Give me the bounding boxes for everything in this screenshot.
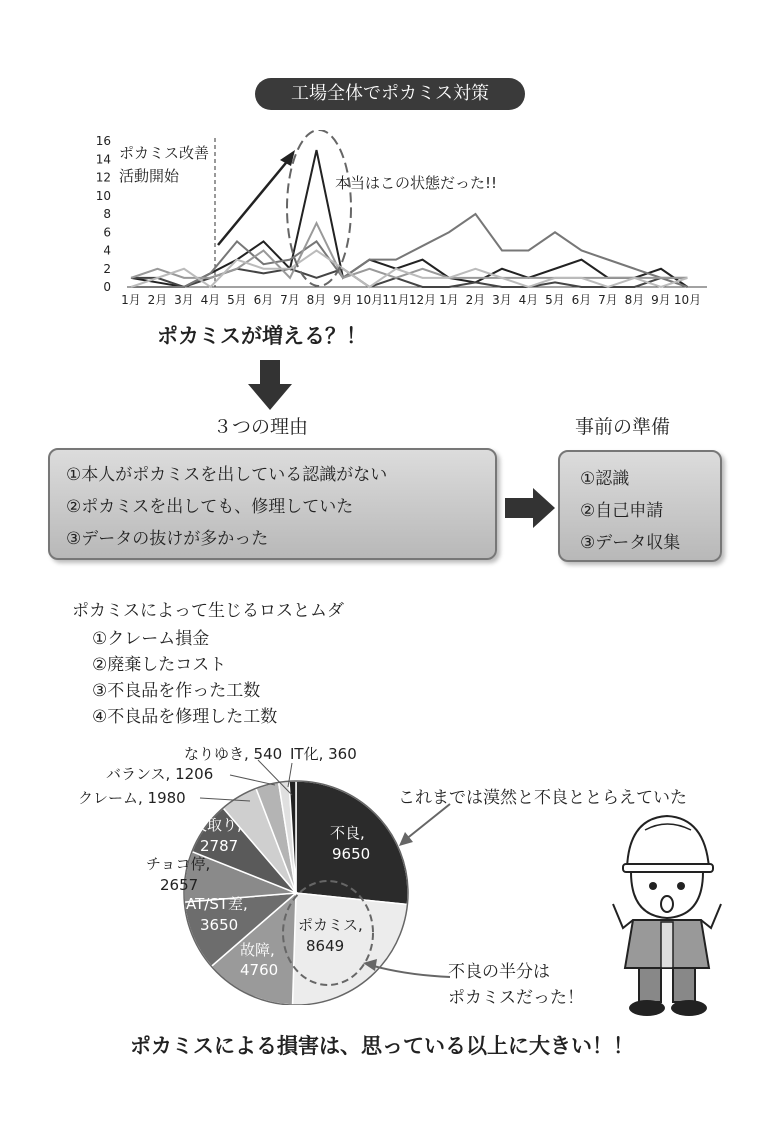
reason-item: ③データの抜けが多かった: [66, 529, 269, 549]
start-label-line2: 活動開始: [119, 167, 180, 185]
callout-arrow-icon: [345, 955, 455, 995]
label-itka: IT化, 360: [290, 745, 357, 763]
reason-item: ①本人がポカミスを出している認識がない: [66, 465, 388, 485]
pie-slice: [296, 781, 408, 904]
callout-vague: これまでは漠然と不良ととらえていた: [398, 788, 687, 808]
question-text: ポカミスが増える？！: [157, 324, 367, 348]
y-tick-label: 12: [95, 170, 111, 185]
x-tick-label: 5月: [227, 293, 247, 307]
x-tick-label: 9月: [333, 293, 353, 307]
x-tick-label: 3月: [174, 293, 194, 307]
label-claim: クレーム, 1980: [78, 789, 186, 807]
y-axis-ticks: [96, 134, 111, 294]
start-label-line1: ポカミス改善: [119, 144, 210, 162]
label-kosho: 故障,: [240, 941, 275, 959]
loss-item: ④不良品を修理した工数: [92, 707, 278, 727]
label-choko: チョコ停,: [146, 855, 211, 873]
prep-item: ②自己申請: [580, 501, 664, 521]
y-tick-label: 4: [103, 243, 111, 258]
loss-item: ③不良品を作った工数: [92, 681, 261, 701]
x-tick-label: 4月: [200, 293, 221, 307]
loss-title: ポカミスによって生じるロスとムダ: [72, 601, 344, 621]
reasons-heading: ３つの理由: [213, 416, 309, 438]
line-series-group: [131, 150, 688, 287]
label-nariyuki: なりゆき, 540: [184, 745, 283, 763]
x-tick-label: 1月: [121, 293, 141, 307]
reason-item: ②ポカミスを出しても、修理していた: [66, 497, 354, 517]
leader-line-balance: [230, 775, 275, 785]
value-furyo: 9650: [332, 845, 371, 863]
prep-item: ①認識: [580, 469, 630, 489]
down-arrow-icon: [248, 360, 292, 412]
prep-box: [558, 450, 722, 562]
label-balance: バランス, 1206: [106, 765, 214, 783]
x-tick-label: 4月: [518, 293, 539, 307]
callout-arrow-icon: [395, 800, 455, 850]
trend-arrow-head: [280, 150, 295, 166]
x-tick-label: 1月: [439, 293, 459, 307]
label-dandori: 段取り,: [192, 816, 242, 834]
prep-heading: 事前の準備: [575, 416, 671, 438]
x-tick-label: 2月: [147, 293, 168, 307]
line-series: [131, 150, 688, 287]
y-tick-label: 14: [95, 152, 111, 167]
y-tick-label: 6: [103, 225, 111, 240]
x-tick-label: 11月: [382, 293, 410, 307]
peak-highlight-ellipse: [287, 130, 351, 286]
y-tick-label: 2: [103, 261, 111, 276]
y-tick-label: 16: [95, 134, 111, 148]
conclusion-text: ポカミスによる損害は、思っている以上に大きい！！: [130, 1034, 634, 1058]
x-tick-label: 6月: [253, 293, 274, 307]
y-tick-label: 0: [103, 280, 111, 294]
reasons-box: [48, 448, 497, 560]
label-atst: AT/ST差,: [186, 895, 248, 913]
label-furyo: 不良,: [330, 824, 365, 842]
trend-arrow: [218, 158, 290, 245]
callout-half-line1: 不良の半分は: [448, 962, 550, 982]
peak-label: 本当はこの状態だった!!: [335, 174, 498, 192]
loss-item: ②廃棄したコスト: [92, 655, 227, 675]
callout-half-line2: ポカミスだった！: [448, 988, 584, 1008]
loss-item: ①クレーム損金: [92, 629, 210, 649]
x-tick-label: 2月: [465, 293, 486, 307]
x-tick-label: 10月: [673, 293, 702, 307]
prep-item: ③データ収集: [580, 533, 681, 553]
x-tick-label: 8月: [624, 293, 645, 307]
page-title: 工場全体でポカミス対策: [255, 78, 525, 110]
value-kosho: 4760: [240, 961, 279, 979]
right-arrow-icon: [505, 488, 555, 528]
value-pokamisu: 8649: [306, 937, 345, 955]
worker-illustration: [605, 808, 730, 1020]
x-tick-label: 7月: [280, 293, 300, 307]
x-tick-label: 12月: [408, 293, 437, 307]
x-tick-label: 6月: [571, 293, 592, 307]
x-tick-label: 10月: [355, 293, 384, 307]
x-tick-label: 5月: [545, 293, 565, 307]
value-dandori: 2787: [200, 837, 239, 855]
value-choko: 2657: [160, 876, 199, 894]
value-atst: 3650: [200, 916, 239, 934]
x-tick-label: 8月: [306, 293, 327, 307]
x-axis-ticks: [121, 293, 701, 307]
label-pokamisu: ポカミス,: [298, 916, 363, 934]
x-tick-label: 3月: [492, 293, 512, 307]
x-tick-label: 9月: [651, 293, 671, 307]
y-tick-label: 10: [95, 188, 111, 203]
monthly-line-chart: [95, 130, 725, 320]
y-tick-label: 8: [103, 207, 111, 221]
x-tick-label: 7月: [598, 293, 618, 307]
